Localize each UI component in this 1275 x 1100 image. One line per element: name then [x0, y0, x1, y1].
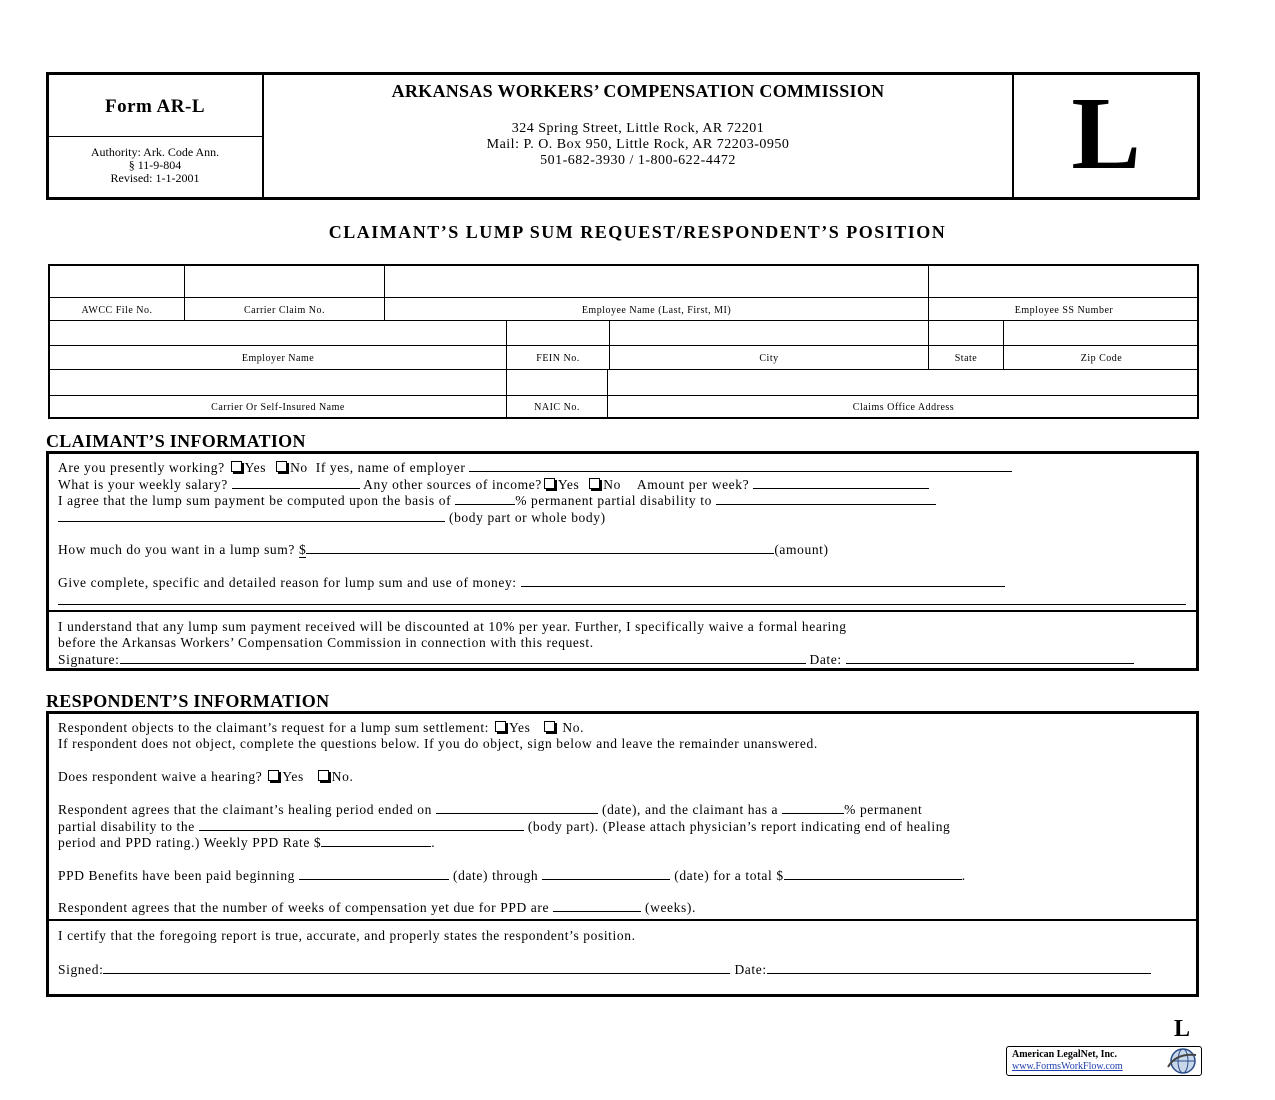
claimant-line-bodypart: [58, 509, 606, 526]
page-title: CLAIMANT’S LUMP SUM REQUEST/RESPONDENT’S POSITION: [328, 222, 947, 242]
working-yes-label: Yes: [244, 460, 267, 475]
carrier-name-label: Carrier Or Self-Insured Name: [211, 402, 345, 413]
q-working: Are you presently working?: [58, 460, 225, 475]
respondent-line-waive: [58, 769, 353, 785]
footer-letter: L: [1174, 1016, 1191, 1042]
legalnet-company: American LegalNet, Inc.: [1012, 1049, 1117, 1060]
claimant-line-reason: [58, 574, 1005, 591]
carrier-claim-label: Carrier Claim No.: [244, 305, 325, 316]
body-part-field-1[interactable]: [716, 492, 936, 505]
income-no-checkbox[interactable]: [589, 478, 600, 489]
understand-line-1: I understand that any lump sum payment received will be discounted at 10% per year. Further, I specifically waive a formal hearing: [58, 619, 847, 634]
respondent-line-partial: [58, 818, 950, 835]
respondent-heading: RESPONDENT’S INFORMATION: [46, 691, 330, 711]
claimant-line-salary: [58, 476, 929, 493]
claimant-date-field[interactable]: [846, 651, 1134, 664]
employee-ss-label: Employee SS Number: [1014, 305, 1114, 316]
waive-yes-label: Yes: [282, 769, 304, 784]
if-yes-employer: If yes, name of employer: [315, 460, 466, 475]
understand-line-2: before the Arkansas Workers’ Compensation Commission in connection with this request.: [58, 635, 594, 650]
salary-field[interactable]: [232, 476, 360, 489]
authority-line-3: Revised: 1-1-2001: [110, 171, 200, 185]
income-yes-checkbox[interactable]: [544, 478, 555, 489]
reason-field-1[interactable]: [521, 574, 1005, 587]
awcc-file-label: AWCC File No.: [81, 305, 153, 316]
lump-sum-field[interactable]: [306, 541, 774, 554]
disability-percent-field[interactable]: [782, 801, 844, 814]
claimant-signature-field[interactable]: [120, 651, 806, 664]
q-other-income: Any other sources of income?: [363, 477, 542, 492]
objects-yes-checkbox[interactable]: [495, 721, 506, 732]
respondent-box: [46, 711, 1199, 997]
waive-yes-checkbox[interactable]: [268, 770, 279, 781]
signature-label: Signature:: [58, 652, 120, 667]
reason-field-2[interactable]: [58, 604, 1186, 605]
respondent-line-weeks: [58, 899, 696, 916]
waive-no-checkbox[interactable]: [318, 770, 329, 781]
waive-text: Does respondent waive a hearing?: [58, 769, 263, 784]
respondent-line-objects: [58, 720, 584, 736]
certify-text: I certify that the foregoing report is true, accurate, and properly states the respondent’s position.: [58, 928, 636, 943]
date-total: (date) for a total $: [674, 868, 784, 883]
objects-text: Respondent objects to the claimant’s request for a lump sum settlement:: [58, 720, 490, 735]
legalnet-url[interactable]: www.FormsWorkFlow.com: [1012, 1061, 1123, 1072]
waive-no-label: No.: [331, 769, 354, 784]
agree-prefix: I agree that the lump sum payment be computed upon the basis of: [58, 493, 452, 508]
healing-suffix: % permanent: [844, 802, 923, 817]
authority-line-1: Authority: Ark. Code Ann.: [90, 145, 220, 159]
working-no-label: No: [290, 460, 308, 475]
partial-suffix: (body part). (Please attach physician’s report indicating end of healing: [527, 819, 951, 834]
agency-phone: 501-682-3930 / 1-800-622-4472: [540, 153, 736, 168]
date-through: (date) through: [453, 868, 539, 883]
respondent-date-field[interactable]: [767, 961, 1151, 974]
respondent-signature-field[interactable]: [103, 961, 730, 974]
objects-no-label: No.: [562, 720, 585, 735]
claimant-heading: CLAIMANT’S INFORMATION: [46, 431, 306, 451]
claimant-line-working: [58, 459, 1012, 476]
amount-per-week-field[interactable]: [753, 476, 929, 489]
objects-no-checkbox[interactable]: [544, 721, 555, 732]
city-label: City: [759, 353, 779, 364]
globe-icon: [1164, 1047, 1200, 1075]
agency-name: ARKANSAS WORKERS’ COMPENSATION COMMISSION: [391, 81, 885, 101]
healing-mid: (date), and the claimant has a: [601, 802, 779, 817]
partial-prefix: partial disability to the: [58, 819, 195, 834]
employer-field[interactable]: [469, 459, 1012, 472]
weeks-caption: (weeks).: [645, 900, 696, 915]
respondent-date-label: Date:: [734, 962, 767, 977]
claims-office-label: Claims Office Address: [852, 402, 955, 413]
respondent-body-part-field[interactable]: [199, 818, 524, 831]
fein-label: FEIN No.: [536, 353, 580, 364]
amount-per-week: Amount per week?: [636, 477, 750, 492]
authority-line-2: § 11-9-804: [128, 158, 182, 172]
claimant-line-signature: [58, 651, 1134, 668]
income-yes-label: Yes: [557, 477, 580, 492]
agency-address-2: Mail: P. O. Box 950, Little Rock, AR 72203-0950: [486, 137, 790, 152]
respondent-line-healing: [58, 801, 922, 818]
signed-label: Signed:: [58, 962, 104, 977]
form-label: Form AR-L: [104, 96, 205, 117]
agency-address-1: 324 Spring Street, Little Rock, AR 72201: [511, 121, 765, 136]
claimant-line-lumpsum: [58, 541, 829, 558]
respondent-instruction: If respondent does not object, complete the questions below. If you do object, sign below and leave the remainder unanswered.: [58, 736, 818, 751]
respondent-line-ppd-paid: PPD Benefits have been paid beginning (date) through (date) for a total $ .: [58, 868, 966, 883]
ppd-rate-field[interactable]: [321, 834, 431, 847]
state-label: State: [954, 353, 978, 364]
working-yes-checkbox[interactable]: [231, 461, 242, 472]
form-letter: L: [1071, 76, 1141, 191]
ppd-end-date-field[interactable]: [542, 867, 670, 880]
ppd-total-field[interactable]: [784, 867, 962, 880]
body-part-field-2[interactable]: [58, 509, 445, 522]
respondent-line-rating: period and PPD rating.) Weekly PPD Rate $ .: [58, 835, 436, 850]
healing-date-field[interactable]: [436, 801, 598, 814]
healing-prefix: Respondent agrees that the claimant’s healing period ended on: [58, 802, 432, 817]
zip-label: Zip Code: [1080, 353, 1123, 364]
employee-name-label: Employee Name (Last, First, MI): [581, 305, 732, 316]
dollar-sign: $: [298, 542, 307, 557]
income-no-label: No: [603, 477, 621, 492]
weeks-prefix: Respondent agrees that the number of weeks of compensation yet due for PPD are: [58, 900, 550, 915]
agree-suffix: % permanent partial disability to: [515, 493, 712, 508]
percent-field[interactable]: [455, 492, 515, 505]
employer-name-label: Employer Name: [241, 353, 315, 364]
working-no-checkbox[interactable]: [276, 461, 287, 472]
objects-yes-label: Yes: [509, 720, 531, 735]
amount-caption: (amount): [774, 542, 829, 557]
q-reason: Give complete, specific and detailed reason for lump sum and use of money:: [58, 575, 517, 590]
ppd-rating-text: period and PPD rating.) Weekly PPD Rate $: [58, 835, 322, 850]
claimant-date-label: Date:: [809, 652, 842, 667]
naic-label: NAIC No.: [534, 402, 580, 413]
claimant-line-agree: [58, 492, 936, 509]
q-salary: What is your weekly salary?: [58, 477, 228, 492]
body-part-caption: (body part or whole body): [448, 510, 606, 525]
ppd-paid-text: PPD Benefits have been paid beginning: [58, 868, 296, 883]
weeks-field[interactable]: [553, 899, 641, 912]
ppd-begin-date-field[interactable]: [299, 867, 449, 880]
respondent-line-signed: [58, 961, 1151, 978]
q-lump-sum: How much do you want in a lump sum?: [58, 542, 295, 557]
